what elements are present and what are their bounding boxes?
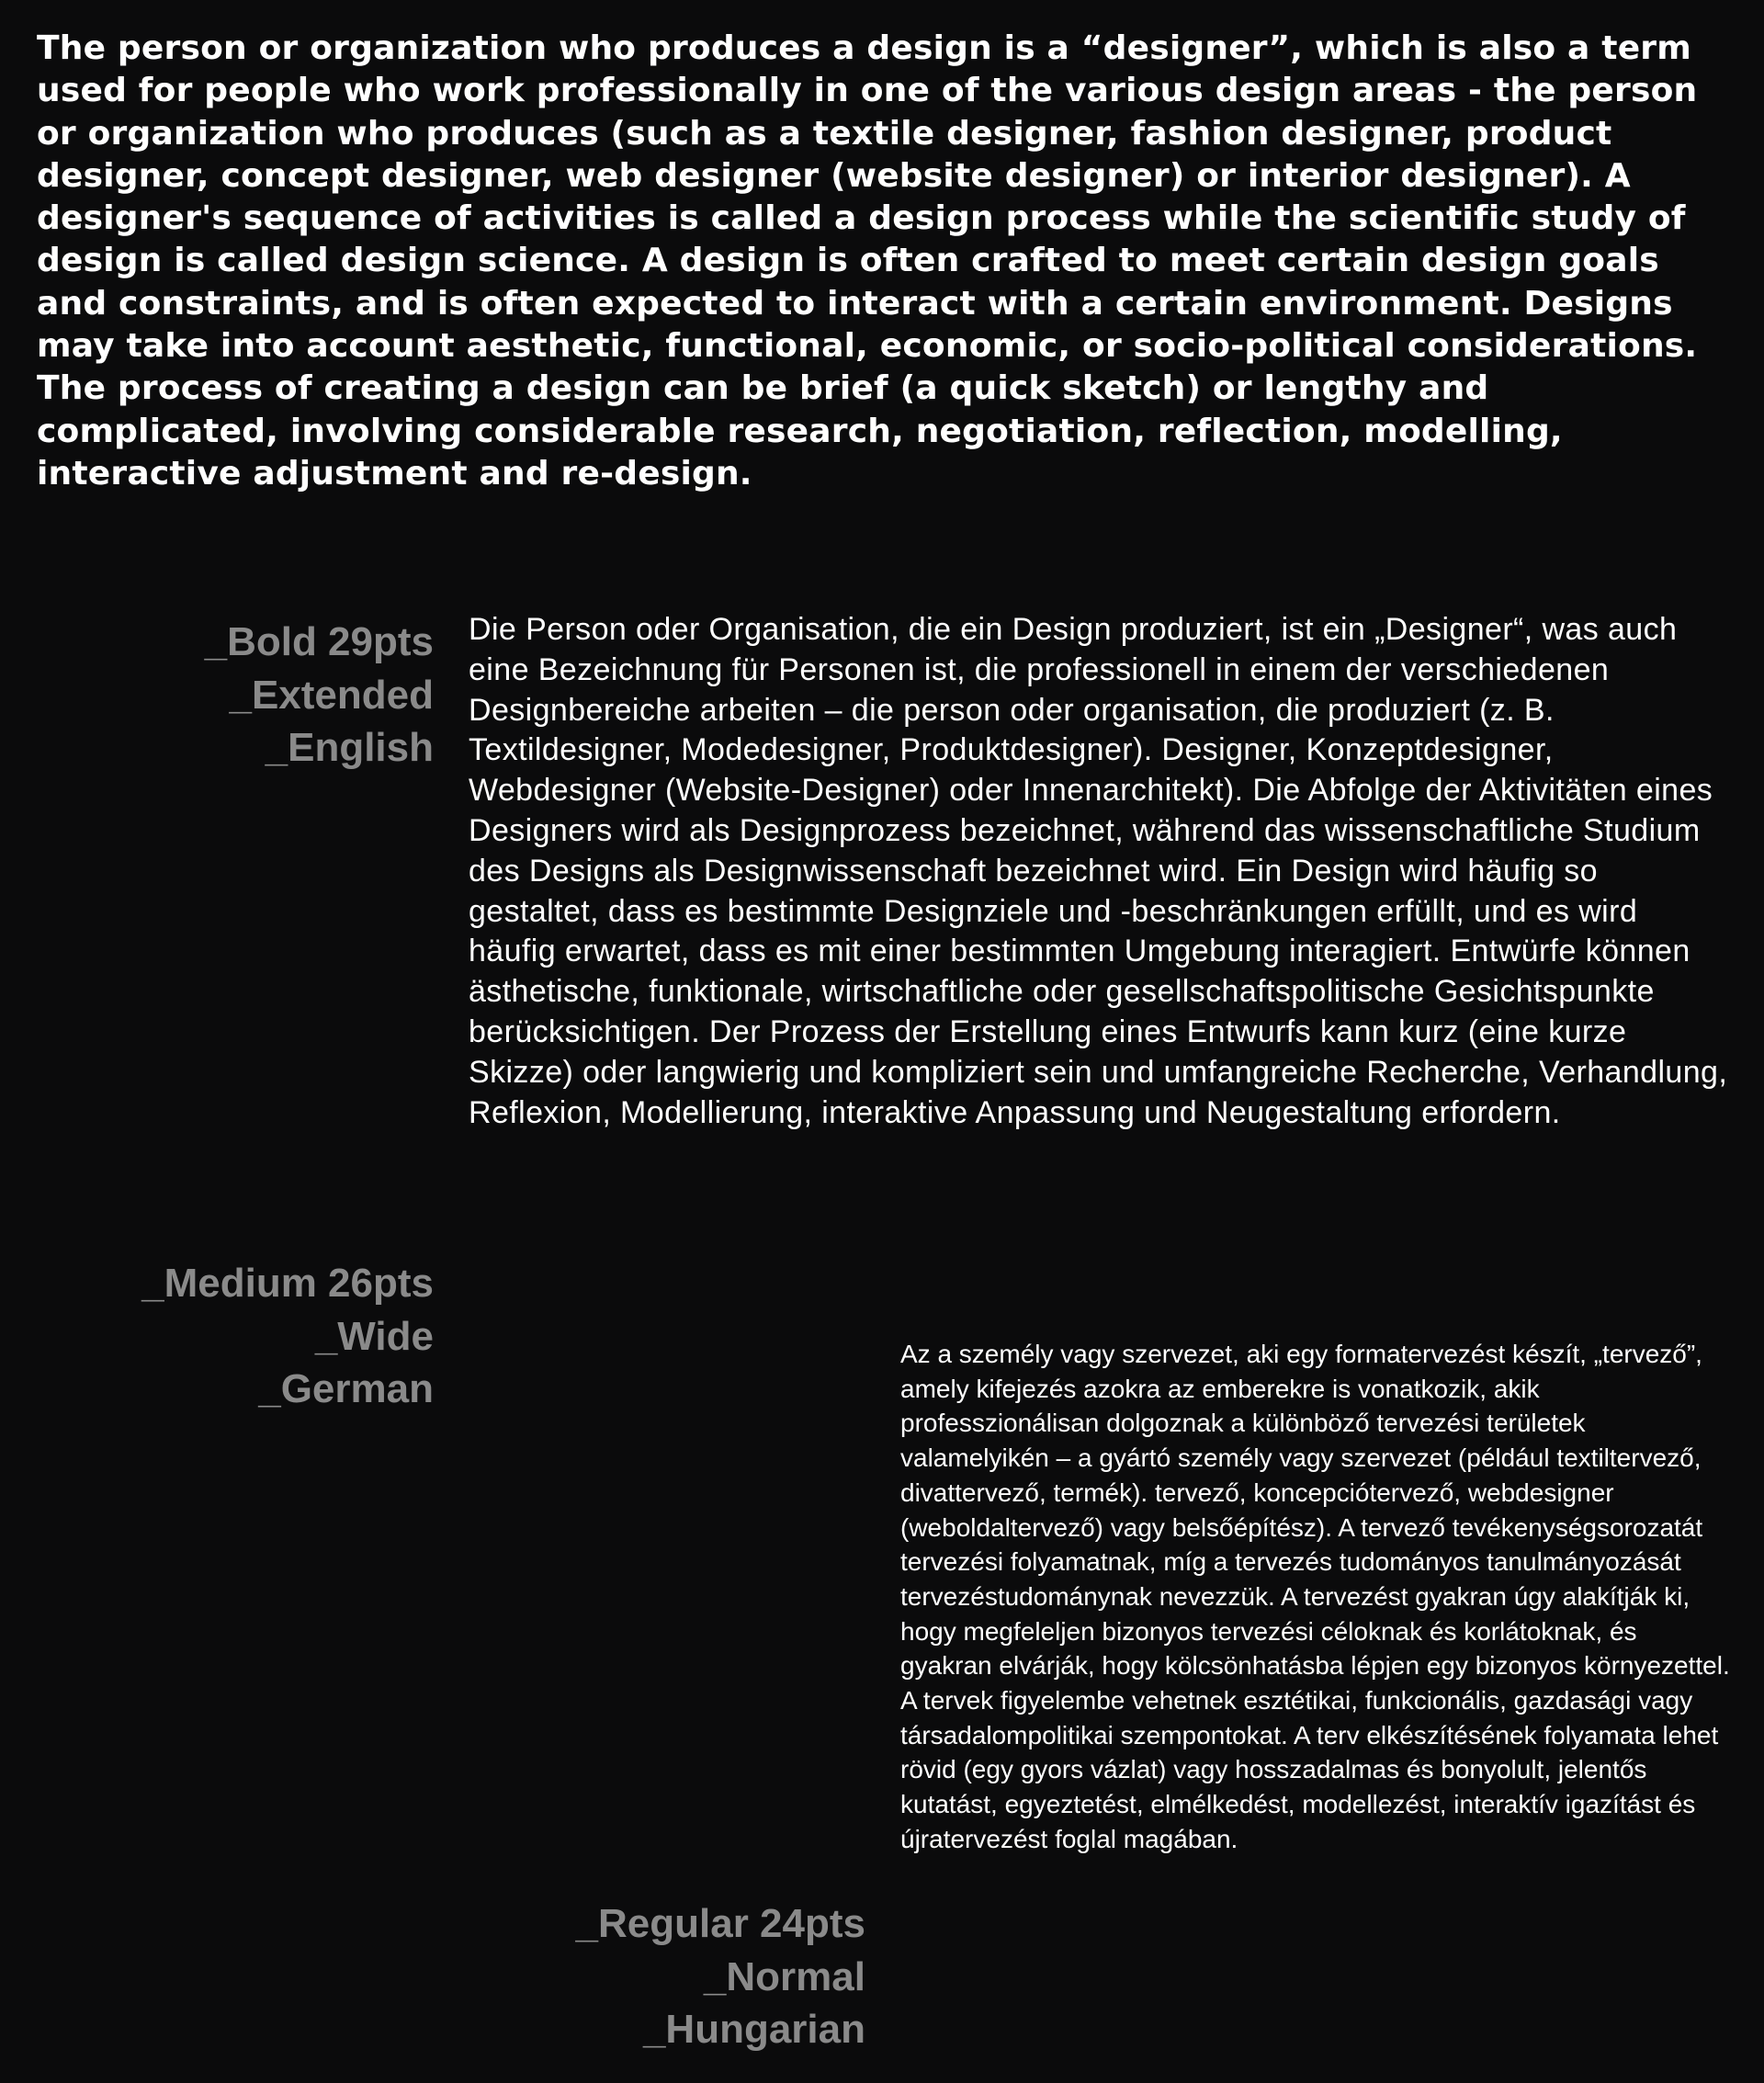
english-paragraph: The person or organization who produces a design is a “designer”, which is also a term used for people who work professionally in one of the various design areas - the person or organization who produces (such as a textile designer, fashion designer, product designer, concept designer, web designer (website designer) or interior designer). A designer's sequence of activities is called a design process while the scientific study of design is called design science. A design is often crafted to meet certain design goals and constraints, and is often expected to interact with a certain environment. Designs may take into account aesthetic, functional, economic, or socio-political considerations. The process of creating a design can be brief (a quick sketch) or lengthy and complicated, involving considerable research, negotiation, reflection, modelling, interactive adjustment and re-design. (37, 29, 1698, 492)
label-language: _Hungarian (642, 2007, 865, 2052)
label-weight: _Regular 24pts (575, 1901, 865, 1946)
label-language: _English (265, 725, 434, 770)
hungarian-paragraph: Az a személy vagy szervezet, aki egy formatervezést készít, „tervező”, amely kifejezés azokra az emberekre is vonatkozik, akik professzionálisan dolgoznak a különböző tervezési területek valamelyikén – a gyártó személy vagy szervezet (például textiltervező, divattervező, termék). tervező, koncepciótervező, webdesigner (weboldaltervező) vagy belsőépítész). A tervező tevékenységsorozatát tervezési folyamatnak, míg a tervezés tudományos tanulmányozását tervezéstudománynak nevezzük. A tervezést gyakran úgy alakítják ki, hogy megfeleljen bizonyos tervezési céloknak és korlátoknak, és gyakran elvárják, hogy kölcsönhatásba lépjen egy bizonyos környezettel. A tervek figyelembe vehetnek esztétikai, funkcionális, gazdasági vagy társadalompolitikai szempontokat. A terv elkészítésének folyamata lehet rövid (egy gyors vázlat) vagy hosszadalmas és bonyolult, jelentős kutatást, egyeztetést, elmélkedést, modellezést, interaktív igazítást és újratervezést foglal magában. (900, 1340, 1730, 1853)
label-width: _Wide (314, 1313, 434, 1359)
specimen-label-english (205, 616, 434, 775)
german-paragraph: Die Person oder Organisation, die ein Design produziert, ist ein „Designer“, was auch eine Bezeichnung für Personen ist, die professionell in einem der verschiedenen Designbereiche arbeiten – die person oder organisation, die produziert (z. B. Textildesigner, Modedesigner, Produktdesigner). Designer, Konzeptdesigner, Webdesigner (Website-Designer) oder Innenarchitekt). Die Abfolge der Aktivitäten eines Designers wird als Designprozess bezeichnet, während das wissenschaftliche Studium des Designs als Designwissenschaft bezeichnet wird. Ein Design wird häufig so gestaltet, dass es bestimmte Designziele und -beschränkungen erfüllt, und es wird häufig erwartet, dass es mit einer bestimmten Umgebung interagiert. Entwürfe können ästhetische, funktionale, wirtschaftliche oder gesellschaftspolitische Gesichtspunkte berücksichtigen. Der Prozess der Erstellung eines Entwurfs kann kurz (eine kurze Skizze) oder langwierig und kompliziert sein und umfangreiche Recherche, Verhandlung, Reflexion, Modellierung, interaktive Anpassung und Neugestaltung erfordern. (469, 612, 1728, 1130)
specimen-label-german (141, 1257, 434, 1416)
label-language: _German (258, 1366, 434, 1411)
label-weight: _Medium 26pts (141, 1261, 434, 1306)
specimen-label-hungarian (576, 1897, 865, 2056)
label-width: _Extended (229, 672, 434, 718)
label-weight: _Bold 29pts (204, 619, 434, 664)
label-width: _Normal (703, 1953, 865, 1999)
